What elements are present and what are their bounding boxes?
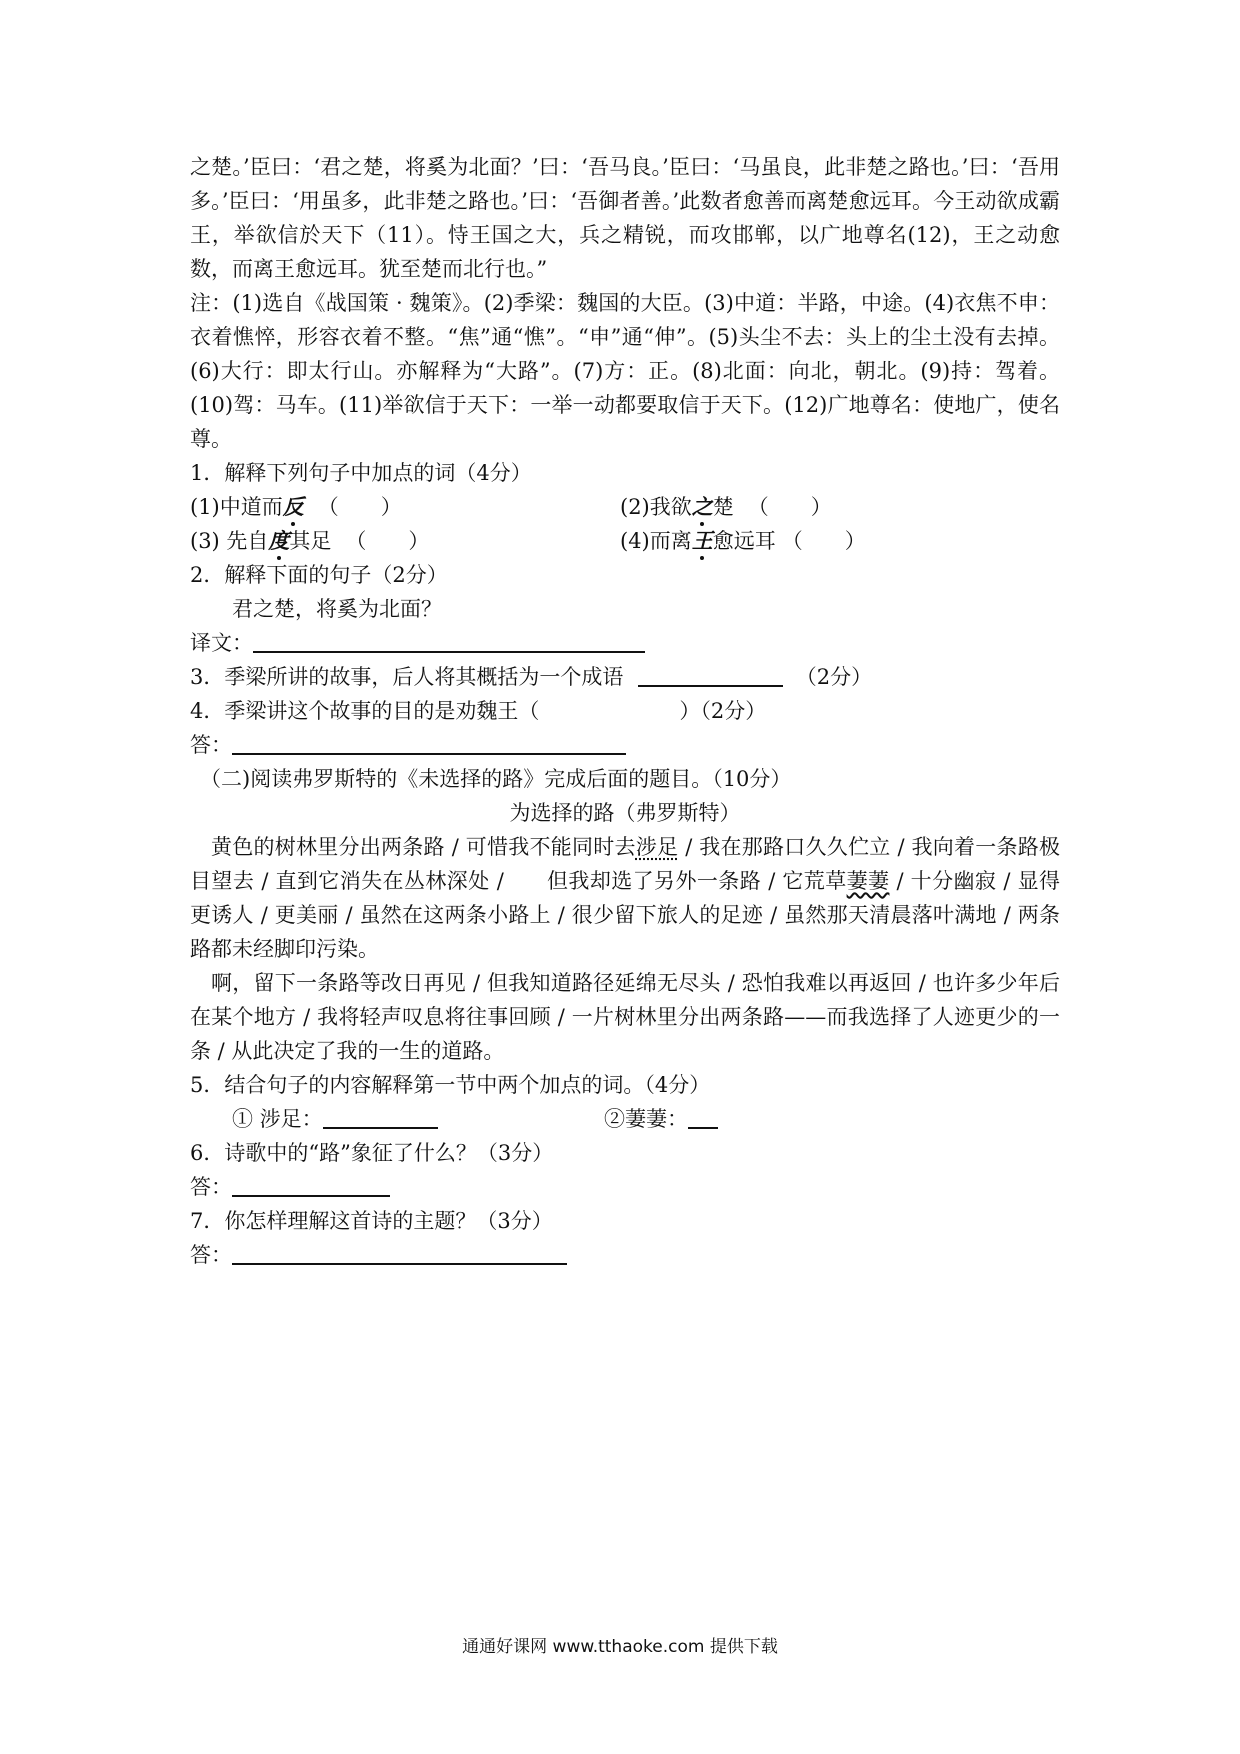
question-4-answer: 答：: [190, 728, 1060, 762]
question-5-items: [190, 1102, 1060, 1136]
q5-item-1: ① 涉足：: [232, 1102, 438, 1136]
question-2-sentence: 君之楚，将奚为北面？: [232, 597, 442, 621]
dotted-word: 反: [283, 490, 304, 524]
question-2-prompt: 2．解释下面的句子（2分）: [190, 563, 448, 587]
dotted-word: 涉足: [635, 835, 679, 859]
page-footer: 通通好课网 www.tthaoke.com 提供下载: [462, 1637, 778, 1657]
dotted-word: 王: [692, 524, 713, 558]
dotted-word: 之: [692, 490, 713, 524]
question-6-answer: 答：: [190, 1170, 1060, 1204]
question-3: 3．季梁所讲的故事，后人将其概括为一个成语 （2分）: [190, 665, 873, 689]
idiom-blank[interactable]: [638, 663, 783, 687]
answer-blank[interactable]: [232, 1241, 567, 1265]
answer-paren[interactable]: （ ）: [781, 529, 866, 553]
exam-page: [190, 150, 1060, 1272]
annotation-notes: 注：(1)选自《战国策 · 魏策》。(2)季梁：魏国的大臣。(3)中道：半路，中途。(4)衣焦不申：衣着憔悴，形容衣着不整。“焦”通“憔”。“申”通“伸”。(5)头尘不去：头上的尘土没有去掉。(6)大行：即太行山。亦解释为“大路”。(7)方：正。(8)北面：向北，朝北。(9)持：驾着。(10)驾：马车。(11)举欲信于天下：一举一动都要取信于天下。(12)广地尊名：使地广，使名尊。: [190, 291, 1060, 451]
question-4: 4．季梁讲这个故事的目的是劝魏王（ ）（2分）: [190, 699, 767, 723]
question-5-prompt: 5．结合句子的内容解释第一节中两个加点的词。（4分）: [190, 1073, 711, 1097]
section-2-heading: （二)阅读弗罗斯特的《未选择的路》完成后面的题目。（10分）: [200, 767, 792, 791]
answer-blank[interactable]: [688, 1105, 718, 1129]
question-1-row-2: [190, 524, 1060, 558]
answer-paren[interactable]: （ ）: [317, 495, 402, 519]
question-1-row-1: [190, 490, 1060, 524]
question-2-answer: 译文：: [190, 626, 1060, 660]
classical-passage: 之楚。’臣曰：‘君之楚，将奚为北面？’曰：‘吾马良。’臣曰：‘马虽良，此非楚之路也。’曰：‘吾用多。’臣曰：‘用虽多，此非楚之路也。’曰：‘吾御者善。’此数者愈善而离楚愈远耳。今王动欲成霸王，举欲信於天下（11）。恃王国之大，兵之精锐，而攻邯郸，以广地尊名(12)，王之动愈数，而离王愈远耳。犹至楚而北行也。”: [190, 155, 1060, 281]
question-1-prompt: 1．解释下列句子中加点的词（4分）: [190, 461, 532, 485]
q1-item-3: (3) 先自度其足 （ ）: [190, 524, 429, 558]
answer-blank[interactable]: [232, 1173, 390, 1197]
poem-title: 为选择的路（弗罗斯特）: [509, 801, 741, 825]
poem-stanza-1: 黄色的树林里分出两条路 / 可惜我不能同时去涉足 / 我在那路口久久伫立 / 我向着一条路极目望去 / 直到它消失在丛林深处 / 但我却选了另外一条路 / 它荒草萋萋 / 十分幽寂 / 显得更诱人 / 更美丽 / 虽然在这两条小路上 / 很少留下旅人的足迹 / 虽然那天清晨落叶满地 / 两条路都未经脚印污染。: [190, 835, 1060, 961]
answer-paren[interactable]: （ ）: [747, 495, 832, 519]
question-7-answer: 答：: [190, 1238, 1060, 1272]
q1-item-4: (4)而离王愈远耳 （ ）: [620, 524, 866, 558]
answer-blank[interactable]: [232, 731, 626, 755]
question-6-prompt: 6．诗歌中的“路”象征了什么？（3分）: [190, 1141, 554, 1165]
answer-blank[interactable]: [323, 1105, 438, 1129]
wavy-underlined-word: 萋萋: [846, 869, 890, 893]
q5-item-2: ②萋萋：: [604, 1102, 718, 1136]
dotted-word: 度: [268, 524, 289, 558]
poem-stanza-2: 啊，留下一条路等改日再见 / 但我知道路径延绵无尽头 / 恐怕我难以再返回 / 也许多少年后在某个地方 / 我将轻声叹息将往事回顾 / 一片树林里分出两条路——而我选择了人迹更少的一条 / 从此决定了我的一生的道路。: [190, 971, 1060, 1063]
translation-blank[interactable]: [253, 629, 645, 653]
answer-paren[interactable]: （ ）: [345, 529, 430, 553]
q1-item-1: (1)中道而反 （ ）: [190, 490, 402, 524]
q1-item-2: (2)我欲之楚 （ ）: [620, 490, 832, 524]
question-7-prompt: 7．你怎样理解这首诗的主题？（3分）: [190, 1209, 553, 1233]
